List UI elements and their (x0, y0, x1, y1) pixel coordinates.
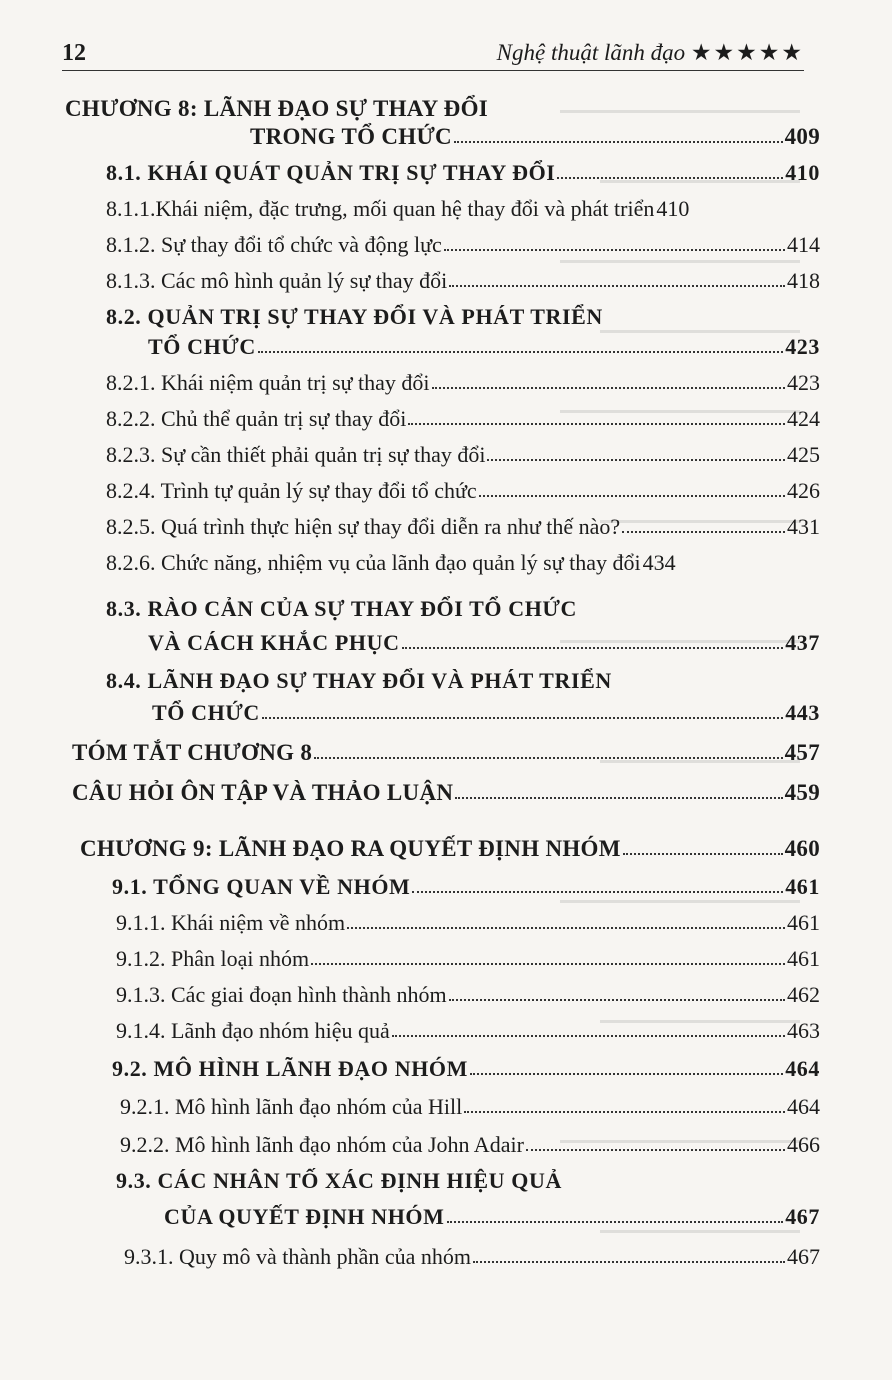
toc-entry-8-4 (152, 692, 820, 726)
dot-leader (464, 1111, 785, 1113)
toc-entry-9-2 (112, 1048, 820, 1082)
toc-entry-9-3-1 (124, 1236, 820, 1270)
toc-title: 9.3. CÁC NHÂN TỐ XÁC ĐỊNH HIỆU QUẢ (116, 1168, 562, 1193)
toc-page: 457 (784, 740, 820, 765)
toc-page: 434 (642, 550, 676, 575)
toc-entry-9-2-1 (120, 1086, 820, 1120)
toc-title: TÓM TẮT CHƯƠNG 8 (72, 740, 313, 765)
toc-entry-9-1-1 (116, 902, 820, 936)
dot-leader (408, 423, 785, 425)
toc-page: 467 (787, 1244, 820, 1269)
toc-entry-8-2-3 (106, 434, 820, 468)
dot-leader (470, 1073, 783, 1075)
toc-page: 464 (785, 1056, 820, 1081)
toc-page: 410 (656, 196, 690, 221)
toc-page: 461 (787, 910, 820, 935)
toc-entry-9-2-2 (120, 1124, 820, 1158)
dot-leader (479, 495, 785, 497)
toc-page: 467 (785, 1204, 820, 1229)
toc-entry-9-3 (164, 1196, 820, 1230)
toc-title: 8.2.1. Khái niệm quản trị sự thay đổi (106, 370, 430, 395)
toc-title: TỔ CHỨC (148, 334, 256, 359)
dot-leader (449, 999, 785, 1001)
toc-entry-8-2-2 (106, 398, 820, 432)
star-rating-icon: ★★★★★ (690, 40, 804, 65)
toc-page: 414 (787, 232, 820, 257)
toc-title: 9.1. TỔNG QUAN VỀ NHÓM (112, 874, 411, 899)
book-title: Nghệ thuật lãnh đạo (496, 40, 686, 65)
toc-title: 8.2. QUẢN TRỊ SỰ THAY ĐỔI VÀ PHÁT TRIỂN (106, 304, 603, 329)
toc-page: 426 (787, 478, 820, 503)
toc-page: 409 (784, 124, 820, 149)
toc-entry-8-1 (106, 152, 820, 186)
toc-page: 463 (787, 1018, 820, 1043)
dot-leader (557, 177, 783, 179)
dot-leader (447, 1221, 784, 1223)
dot-leader (526, 1149, 785, 1151)
toc-entry-9-3-line1 (116, 1160, 562, 1194)
dot-leader (473, 1261, 785, 1263)
toc-entry-9-1 (112, 866, 820, 900)
toc-title: 8.2.4. Trình tự quản lý sự thay đổi tổ chức (106, 478, 477, 503)
toc-entry-8-1-2 (106, 224, 820, 258)
toc-page: 425 (787, 442, 820, 467)
toc-title: 8.2.2. Chủ thể quản trị sự thay đổi (106, 406, 407, 431)
toc-entry-8-2-6 (106, 542, 820, 576)
dot-leader (412, 891, 783, 893)
toc-title: 9.2.2. Mô hình lãnh đạo nhóm của John Adair (120, 1132, 524, 1157)
toc-page: 462 (787, 982, 820, 1007)
dot-leader (444, 249, 785, 251)
dot-leader (487, 459, 785, 461)
toc-title: 9.1.3. Các giai đoạn hình thành nhóm (116, 982, 447, 1007)
toc-title: 8.2.5. Quá trình thực hiện sự thay đổi diễn ra như thế nào? (106, 514, 621, 539)
dot-leader (402, 647, 784, 649)
toc-page: 437 (785, 630, 820, 655)
toc-title: 8.3. RÀO CẢN CỦA SỰ THAY ĐỔI TỔ CHỨC (106, 596, 578, 621)
toc-entry-ch8 (250, 116, 820, 150)
toc-page: 464 (787, 1094, 820, 1119)
dot-leader (449, 285, 785, 287)
toc-page: 461 (785, 874, 820, 899)
dot-leader (262, 717, 783, 719)
toc-page: 423 (787, 370, 820, 395)
toc-entry-8-2-line1 (106, 296, 603, 330)
toc-page: 443 (785, 700, 820, 725)
dot-leader (454, 141, 783, 143)
toc-title: 8.1. KHÁI QUÁT QUẢN TRỊ SỰ THAY ĐỔI (106, 160, 556, 185)
toc-title: 9.3.1. Quy mô và thành phần của nhóm (124, 1244, 472, 1269)
toc-entry-summary-8 (72, 732, 820, 766)
toc-title: CỦA QUYẾT ĐỊNH NHÓM (164, 1204, 445, 1229)
toc-entry-8-4-line1 (106, 660, 612, 694)
toc-title: 8.1.3. Các mô hình quản lý sự thay đổi (106, 268, 448, 293)
dot-leader (455, 797, 782, 799)
toc-page: 423 (785, 334, 820, 359)
toc-title: 8.1.2. Sự thay đổi tổ chức và động lực (106, 232, 442, 257)
toc-title: 8.2.6. Chức năng, nhiệm vụ của lãnh đạo quản lý sự thay đổi (106, 550, 641, 575)
toc-entry-questions-8 (72, 772, 820, 806)
dot-leader (258, 351, 783, 353)
toc-title: TỔ CHỨC (152, 700, 260, 725)
dot-leader (392, 1035, 785, 1037)
dot-leader (347, 927, 785, 929)
toc-entry-8-2-1 (106, 362, 820, 396)
toc-page: 461 (787, 946, 820, 971)
toc-entry-8-2 (148, 326, 820, 360)
page-number: 12 (62, 40, 86, 66)
toc-page: 410 (785, 160, 820, 185)
dot-leader (623, 853, 783, 855)
toc-entry-ch9 (80, 828, 820, 862)
toc-title: 9.2.1. Mô hình lãnh đạo nhóm của Hill (120, 1094, 463, 1119)
toc-title: 9.1.2. Phân loại nhóm (116, 946, 310, 971)
toc-page: 418 (787, 268, 820, 293)
toc-entry-9-1-2 (116, 938, 820, 972)
toc-page: 459 (784, 780, 820, 805)
toc-title: 9.1.4. Lãnh đạo nhóm hiệu quả (116, 1018, 390, 1043)
toc-title: CÂU HỎI ÔN TẬP VÀ THẢO LUẬN (72, 780, 454, 805)
toc-title: 8.4. LÃNH ĐẠO SỰ THAY ĐỔI VÀ PHÁT TRIỂN (106, 668, 612, 693)
toc-entry-8-3 (148, 622, 820, 656)
dot-leader (432, 387, 785, 389)
toc-title: 9.2. MÔ HÌNH LÃNH ĐẠO NHÓM (112, 1056, 468, 1081)
toc-title: CHƯƠNG 9: LÃNH ĐẠO RA QUYẾT ĐỊNH NHÓM (80, 836, 621, 861)
toc-page: 424 (787, 406, 820, 431)
toc-entry-9-1-3 (116, 974, 820, 1008)
toc-title: 9.1.1. Khái niệm về nhóm (116, 910, 346, 935)
toc-entry-8-2-4 (106, 470, 820, 504)
toc-entry-9-1-4 (116, 1010, 820, 1044)
toc-entry-8-2-5 (106, 506, 820, 540)
dot-leader (622, 531, 785, 533)
toc-entry-8-1-1 (106, 188, 820, 222)
toc-page: 466 (787, 1132, 820, 1157)
toc-title: 8.2.3. Sự cần thiết phải quản trị sự thay đổi (106, 442, 486, 467)
toc-page: 431 (787, 514, 820, 539)
toc-title: VÀ CÁCH KHẮC PHỤC (148, 630, 400, 655)
toc-title: 8.1.1.Khái niệm, đặc trưng, mối quan hệ thay đổi và phát triển (106, 196, 655, 221)
dot-leader (314, 757, 782, 759)
dot-leader (311, 963, 785, 965)
toc-page: 460 (784, 836, 820, 861)
toc-title: CHƯƠNG 8: LÃNH ĐẠO SỰ THAY ĐỔI (65, 96, 489, 121)
toc-title: TRONG TỔ CHỨC (250, 124, 452, 149)
toc-entry-8-1-3 (106, 260, 820, 294)
toc-entry-8-3-line1 (106, 588, 577, 622)
